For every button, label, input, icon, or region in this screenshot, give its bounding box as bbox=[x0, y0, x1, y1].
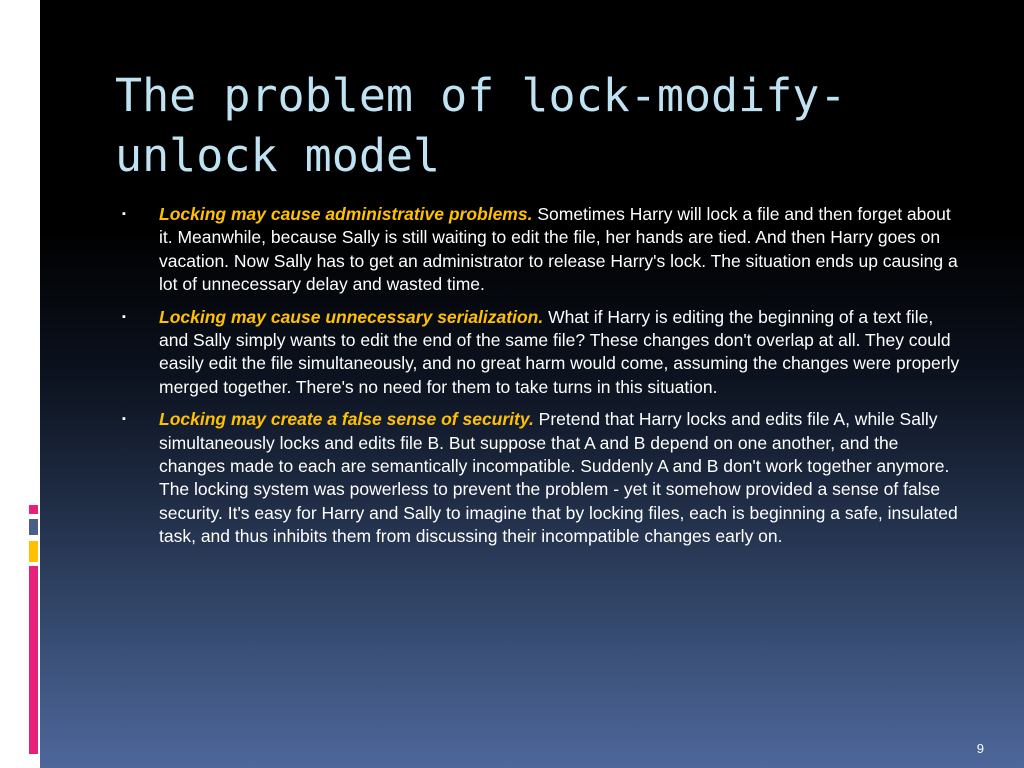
bullet-text: Pretend that Harry locks and edits file A, while Sally simultaneously locks and edits file B. But suppose that A and B depend on one another, and the changes made to each are semantically incompatible. Suddenly A and B don't work together anymore. The locking system was powerless to prevent the problem - yet it somehow provided a sense of false security. It's easy for Harry and Sally to imagine that by locking files, each is beginning a safe, insulated task, and thus inhibits them from discussing their incompatible changes early on. bbox=[159, 409, 958, 547]
bullet-list bbox=[120, 203, 965, 558]
bullet-item-unnecessary-serialization bbox=[120, 306, 965, 400]
accent-bar-gray bbox=[29, 519, 38, 535]
bullet-lead: Locking may cause unnecessary serialization. bbox=[159, 306, 544, 327]
accent-bar-pink-small bbox=[29, 505, 38, 514]
left-sidebar bbox=[0, 0, 40, 768]
accent-bar-pink bbox=[29, 566, 38, 754]
bullet-text: What if Harry is editing the beginning of a text file, and Sally simply wants to edit the end of the same file? These changes don't overlap at all. They could easily edit the file simultaneously, and no great harm would come, assuming the changes were properly merged together. There's no need for them to take turns in this situation. bbox=[159, 306, 960, 397]
bullet-item-administrative-problems bbox=[120, 203, 965, 297]
page-number: 9 bbox=[976, 741, 984, 756]
bullet-marker-icon: ▪ bbox=[122, 208, 126, 220]
bullet-lead: Locking may create a false sense of security. bbox=[159, 409, 534, 430]
bullet-lead: Locking may cause administrative problems. bbox=[159, 204, 533, 224]
slide-title: The problem of lock-modify-unlock model bbox=[115, 69, 847, 182]
bullet-marker-icon: ▪ bbox=[122, 413, 126, 426]
bullet-marker-icon: ▪ bbox=[122, 310, 126, 323]
bullet-item-false-sense-of-security bbox=[120, 408, 965, 548]
bullet-text: Sometimes Harry will lock a file and then forget about it. Meanwhile, because Sally is still waiting to edit the file, her hands are tied. And then Harry goes on vacation. Now Sally has to get an administrator to release Harry's lock. The situation ends up causing a lot of unnecessary delay and wasted time. bbox=[159, 204, 958, 295]
slide-canvas bbox=[40, 0, 1024, 768]
accent-bar-yellow bbox=[29, 541, 38, 562]
